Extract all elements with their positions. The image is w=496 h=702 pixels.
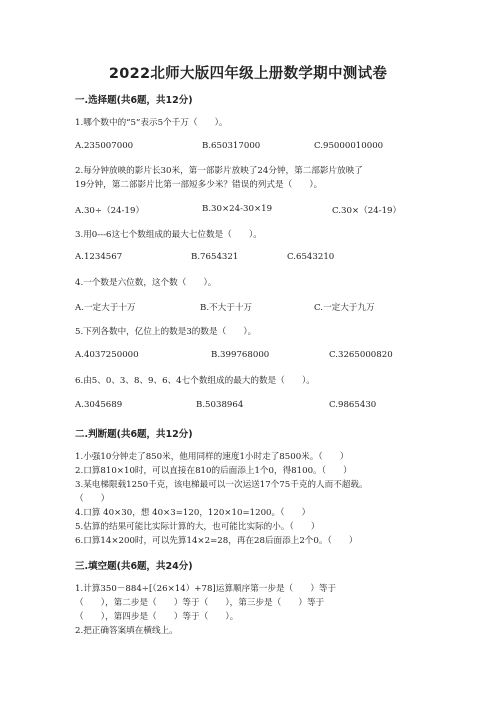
choice-6-option-b: B.5038964 (196, 400, 244, 410)
choice-1-option-c: C.95000010000 (314, 141, 384, 151)
judge-question-3: 3.某电梯限载1250千克，该电梯最可以一次运送17个75千克的人而不超载。 (75, 480, 368, 490)
choice-5-option-c: C.3265000820 (329, 350, 393, 360)
choice-4-option-b: B.不大于十万 (200, 303, 253, 313)
judge-question-5: 5.估算的结果可能比实际计算的大，也可能比实际的小。（ ） (75, 522, 320, 532)
fill-question-2: 2.把正确答案填在横线上。 (75, 626, 178, 636)
fill-question-1-line-3: （ ），第四步是（ ）等于（ ）。 (75, 612, 239, 622)
judge-question-4: 4.口算 40×30，想 40×3=120，120×10=1200。（ ） (75, 508, 311, 518)
section-fill-heading: 三.填空题(共6题，共24分) (75, 561, 193, 572)
choice-question-2-line-1: 2.每分钟放映的影片长30米，第一部影片放映了24分钟，第二部影片放映了 (75, 166, 363, 176)
choice-1-option-b: B.650317000 (202, 141, 261, 151)
choice-6-option-a: A.3045689 (75, 400, 123, 410)
section-choice-heading: 一.选择题(共6题，共12分) (75, 95, 193, 106)
judge-question-2: 2.口算810×10时，可以直接在810的后面添上1个0，得8100。（ ） (75, 466, 352, 476)
choice-question-5: 5.下列各数中，亿位上的数是3的数是（ ）。 (75, 327, 257, 337)
choice-3-option-c: C.6543210 (287, 252, 335, 262)
choice-3-option-a: A.1234567 (75, 252, 123, 262)
choice-question-3: 3.用0---6这七个数组成的最大七位数是（ ）。 (75, 230, 262, 240)
fill-question-1-line-1: 1.计算350－884÷[（26×14）+78]运算顺序第一步是（ ）等于 (75, 584, 337, 594)
choice-question-2-line-2: 19分钟，第二部影片比第一部短多少米？错误的列式是（ ）。 (75, 180, 323, 190)
page-title: 2022北师大版四年级上册数学期中测试卷 (108, 66, 388, 82)
choice-5-option-a: A.4037250000 (75, 350, 139, 360)
choice-5-option-b: B.399768000 (211, 350, 270, 360)
choice-1-option-a: A.235007000 (75, 141, 134, 151)
choice-4-option-a: A.一定大于十万 (75, 303, 136, 313)
section-judge-heading: 二.判断题(共6题，共12分) (75, 429, 193, 440)
choice-4-option-c: C.一定大于九万 (314, 303, 375, 313)
choice-question-4: 4.一个数是六位数，这个数（ ）。 (75, 278, 217, 288)
choice-2-option-c: C.30×（24-19） (332, 206, 402, 216)
judge-question-6: 6.口算14×200时，可以先算14×2=28，再在28后面添上2个0。（ ） (75, 536, 358, 546)
choice-6-option-c: C.9865430 (329, 400, 377, 410)
fill-question-1-line-2: （ ），第二步是（ ）等于（ ），第三步是（ ）等于 (75, 598, 325, 608)
choice-question-6: 6.由5、0、3、8、9、6、4七个数组成的最大的数是（ ）。 (75, 376, 315, 386)
judge-question-3-cont: （ ） (75, 494, 110, 504)
judge-question-1: 1.小强10分钟走了850米，他用同样的速度1小时走了8500米。（ ） (75, 452, 349, 462)
choice-2-option-a: A.30÷（24-19） (75, 206, 145, 216)
choice-2-option-b: B.30×24-30×19 (202, 204, 273, 214)
choice-question-1: 1.哪个数中的“5”表示5个千万（ ）。 (75, 118, 228, 128)
choice-3-option-b: B.7654321 (191, 252, 239, 262)
